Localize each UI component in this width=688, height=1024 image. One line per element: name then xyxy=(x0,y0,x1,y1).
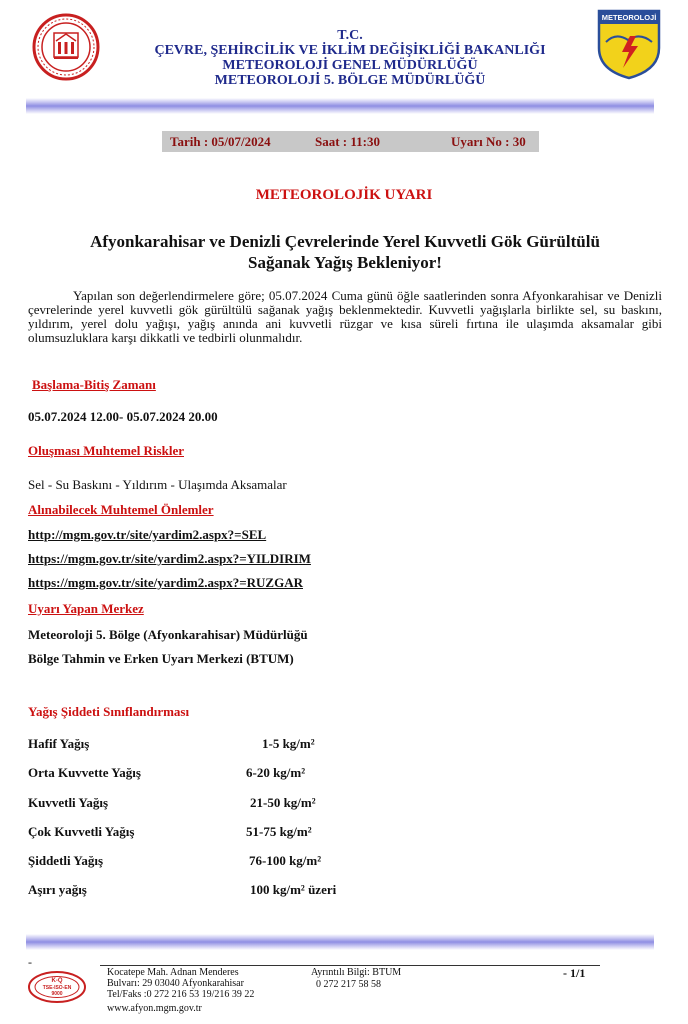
footer-address-3: Tel/Faks :0 272 216 53 19/216 39 22 xyxy=(107,989,255,1000)
header-region: METEOROLOJİ 5. BÖLGE MÜDÜRLÜĞÜ xyxy=(214,73,486,88)
headline: Afyonkarahisar ve Denizli Çevrelerinde Yerel Kuvvetli Gök Gürültülü Sağanak Yağış Bekleniyor! xyxy=(90,232,600,272)
risk-heading: Oluşması Muhtemel Riskler xyxy=(28,443,184,458)
meteorology-logo xyxy=(596,8,662,80)
footer-divider xyxy=(26,934,654,950)
class-value-6: 100 kg/m² üzeri xyxy=(250,882,337,897)
time-value: 05.07.2024 12.00- 05.07.2024 20.00 xyxy=(28,409,218,424)
ministry-logo xyxy=(32,13,100,81)
center-line1: Meteoroloji 5. Bölge (Afyonkarahisar) Müdürlüğü xyxy=(28,627,308,642)
class-name-1: Hafif Yağış xyxy=(28,736,90,751)
center-heading: Uyarı Yapan Merkez xyxy=(28,601,144,616)
footer-info-1: Ayrıntılı Bilgi: BTUM xyxy=(311,967,402,978)
meteorology-logo-text: METEOROLOJİ xyxy=(601,13,657,22)
center-line2: Bölge Tahmin ve Erken Uyarı Merkezi (BTUM) xyxy=(28,651,294,666)
footer-rule xyxy=(100,965,600,966)
time-heading: Başlama-Bitiş Zamanı xyxy=(32,377,156,392)
measures-heading: Alınabilecek Muhtemel Önlemler xyxy=(28,502,214,517)
meta-time: Saat : 11:30 xyxy=(315,134,380,149)
header-directorate: METEOROLOJİ GENEL MÜDÜRLÜĞÜ xyxy=(222,58,478,73)
iso-badge xyxy=(27,970,87,1004)
link-yildirim[interactable]: https://mgm.gov.tr/site/yardim2.aspx?=YILDIRIM xyxy=(28,551,311,566)
footer-address-1: Kocatepe Mah. Adnan Menderes xyxy=(107,967,239,978)
risk-value: Sel - Su Baskını - Yıldırım - Ulaşımda Aksamalar xyxy=(28,477,287,492)
class-value-3: 21-50 kg/m² xyxy=(250,795,316,810)
class-name-5: Şiddetli Yağış xyxy=(28,853,104,868)
header-tc: T.C. xyxy=(337,28,363,43)
body-paragraph: Yapılan son değerlendirmelere göre; 05.07.2024 Cuma günü öğle saatlerinden sonra Afyonkarahisar ve Denizli çevrelerinde yerel kuvvetli gök gürültülü sağanak yağış beklenmektedir. Kuvvetli yağışlarla birlikte sel, su baskını, yıldırım, yerel dolu yağışı, yağış anında ani kuvvetli rüzgar ve kısa süreli fırtına ile ulaşımda aksamalar gibi olumsuzluklara karşı dikkatli ve tedbirli olunmalıdır. xyxy=(28,288,662,345)
footer-address-2: Bulvarı: 29 03040 Afyonkarahisar xyxy=(107,978,244,989)
footer-website[interactable]: www.afyon.mgm.gov.tr xyxy=(107,1003,202,1014)
header-divider xyxy=(26,98,654,114)
link-sel[interactable]: http://mgm.gov.tr/site/yardim2.aspx?=SEL xyxy=(28,527,267,542)
ministry-seal-icon xyxy=(32,13,100,81)
footer-info-2: 0 272 217 58 58 xyxy=(316,979,381,990)
class-value-5: 76-100 kg/m² xyxy=(249,853,322,868)
header-ministry: ÇEVRE, ŞEHİRCİLİK VE İKLİM DEĞİŞİKLİĞİ BAKANLIĞI xyxy=(154,43,546,58)
meta-bar xyxy=(162,131,539,152)
meta-warning-no: Uyarı No : 30 xyxy=(451,134,526,149)
class-name-2: Orta Kuvvette Yağış xyxy=(28,765,141,780)
class-value-2: 6-20 kg/m² xyxy=(246,765,306,780)
class-name-6: Aşırı yağış xyxy=(28,882,87,897)
iso-badge-bottom: TSE-ISO-EN 9000 xyxy=(42,985,72,997)
link-ruzgar[interactable]: https://mgm.gov.tr/site/yardim2.aspx?=RUZGAR xyxy=(28,575,303,590)
class-name-4: Çok Kuvvetli Yağış xyxy=(28,824,135,839)
meta-date: Tarih : 05/07/2024 xyxy=(170,134,271,149)
footer-page-number: - 1/1 xyxy=(563,966,586,980)
class-value-1: 1-5 kg/m² xyxy=(262,736,315,751)
classification-heading: Yağış Şiddeti Sınıflandırması xyxy=(28,704,190,719)
class-value-4: 51-75 kg/m² xyxy=(246,824,312,839)
warning-title: METEOROLOJİK UYARI xyxy=(255,187,433,203)
class-name-3: Kuvvetli Yağış xyxy=(28,795,109,810)
footer-dash: - xyxy=(28,955,32,969)
iso-badge-top: K-Q xyxy=(51,978,63,984)
